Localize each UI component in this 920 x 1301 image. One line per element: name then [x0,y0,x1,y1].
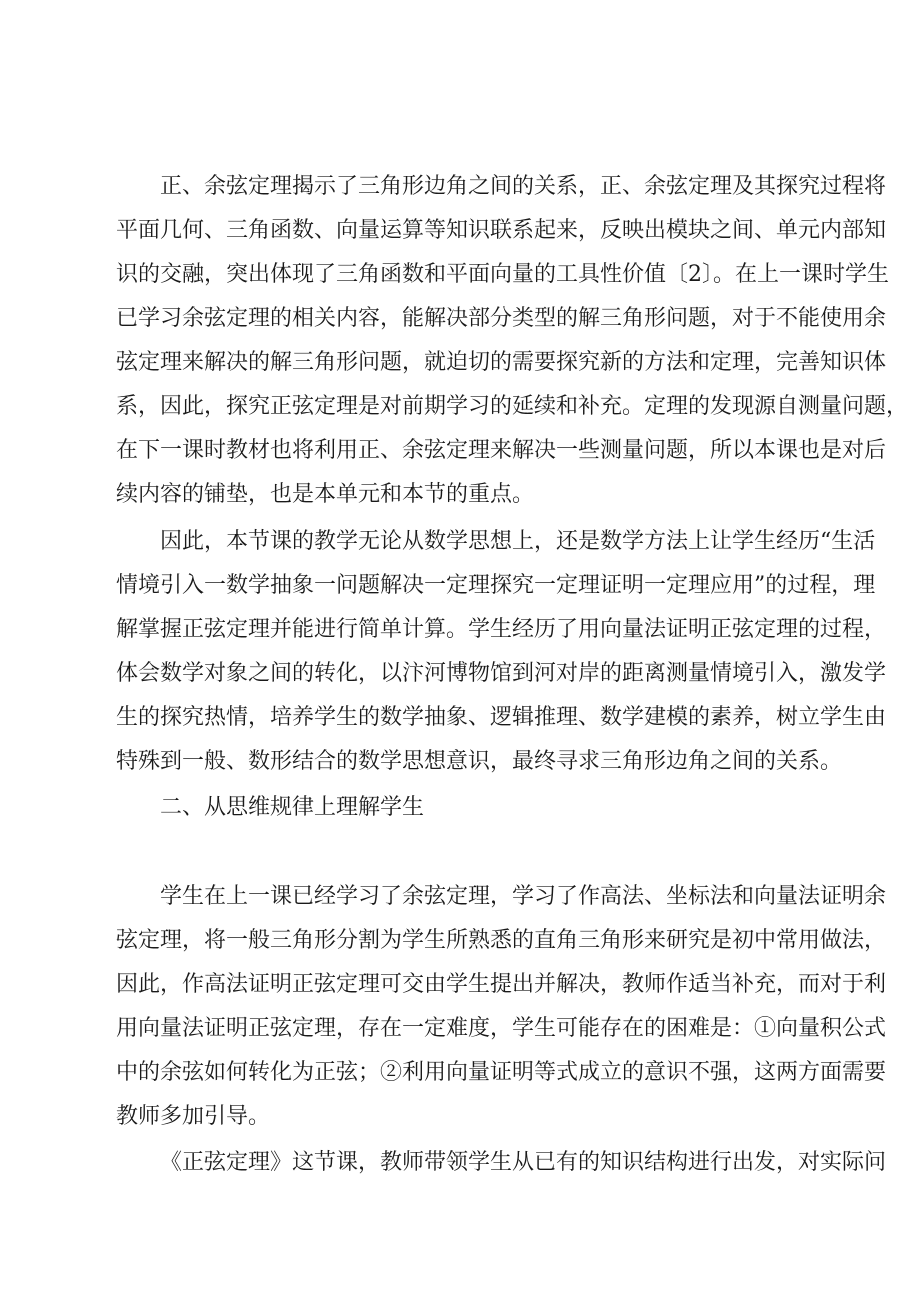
paragraph-line: 续内容的铺垫，也是本单元和本节的重点。 [116,482,535,507]
paragraph-line: 弦定理，将一般三角形分割为学生所熟悉的直角三角形来研究是初中常用做法， [116,928,887,953]
paragraph-line: 教师多加引导。 [116,1104,271,1129]
paragraph-4 [116,1141,887,1185]
paragraph-3 [116,875,887,1139]
paragraph-line: 《正弦定理》这节课，教师带领学生从已有的知识结构进行出发，对实际问 [160,1150,887,1175]
paragraph-line: 平面几何、三角函数、向量运算等知识联系起来，反映出模块之间、单元内部知 [116,218,887,243]
paragraph-line: 用向量法证明正弦定理，存在一定难度，学生可能存在的困难是：①向量积公式 [116,1016,887,1041]
paragraph-line: 弦定理来解决的解三角形问题，就迫切的需要探究新的方法和定理，完善知识体 [116,350,887,375]
paragraph-line: 系，因此，探究正弦定理是对前期学习的延续和补充。定理的发现源自测量问题， [116,394,909,419]
paragraph-line: 体会数学对象之间的转化，以汴河博物馆到河对岸的距离测量情境引入，激发学 [116,661,887,686]
paragraph-line: 特殊到一般、数形结合的数学思想意识，最终寻求三角形边角之间的关系。 [116,749,843,774]
paragraph-line: 因此，作高法证明正弦定理可交由学生提出并解决，教师作适当补充，而对于利 [116,972,887,997]
paragraph-line: 生的探究热情，培养学生的数学抽象、逻辑推理、数学建模的素养，树立学生由 [116,705,887,730]
paragraph-line: 正、余弦定理揭示了三角形边角之间的关系，正、余弦定理及其探究过程将 [160,174,887,199]
paragraph-1 [116,165,909,517]
paragraph-line: 识的交融，突出体现了三角函数和平面向量的工具性价值〔2〕。在上一课时学生 [116,262,889,287]
paragraph-line: 在下一课时教材也将利用正、余弦定理来解决一些测量问题，所以本课也是对后 [116,438,887,463]
paragraph-2 [116,520,887,784]
paragraph-line: 已学习余弦定理的相关内容，能解决部分类型的解三角形问题，对于不能使用余 [116,306,887,331]
paragraph-line: 解掌握正弦定理并能进行简单计算。学生经历了用向量法证明正弦定理的过程， [116,617,887,642]
section-heading [116,786,826,830]
paragraph-line: 中的余弦如何转化为正弦；②利用向量证明等式成立的意识不强，这两方面需要 [116,1060,887,1085]
paragraph-line: 学生在上一课已经学习了余弦定理，学习了作高法、坐标法和向量法证明余 [160,884,887,909]
paragraph-line: 因此，本节课的教学无论从数学思想上，还是数学方法上让学生经历“生活 [160,529,876,554]
paragraph-line: 情境引入一数学抽象一问题解决一定理探究一定理证明一定理应用”的过程，理 [116,573,876,598]
section-heading-text: 二、从思维规律上理解学生 [160,795,425,820]
